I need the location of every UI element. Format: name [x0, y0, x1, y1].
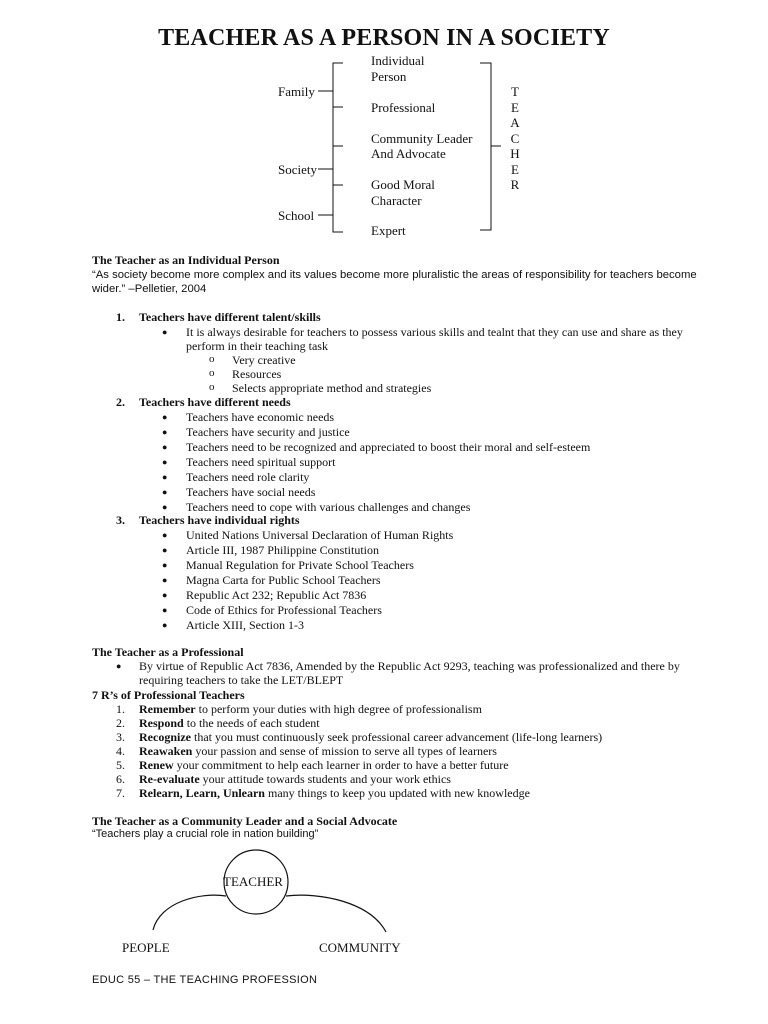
bullet-icon: ● [162, 545, 168, 555]
teacher-letter-e1: E [511, 100, 519, 115]
r-description: that you must continuously seek professional career advancement (life-long learners) [190, 730, 603, 744]
bullet-icon: ● [162, 620, 168, 630]
left-bracket [333, 63, 343, 232]
bullet-icon: ● [162, 502, 168, 512]
item-number: 1. [116, 310, 125, 324]
bullet-text: Teachers have economic needs [186, 410, 335, 424]
diagram-lines [0, 0, 768, 250]
item-and-advocate: And Advocate [371, 146, 446, 161]
section-individual-quote-line1: “As society become more complex and its values become more pluralistic the areas of responsibility for teachers become [92, 269, 697, 281]
bullet-icon: ● [162, 327, 168, 337]
seven-rs-heading: 7 R’s of Professional Teachers [92, 688, 245, 702]
bullet-text: By virtue of Republic Act 7836, Amended by the Republic Act 9293, teaching was professionalized and there by [139, 659, 680, 673]
bullet-text: Code of Ethics for Professional Teachers [186, 603, 382, 617]
r-number: 2. [116, 716, 125, 730]
bullet-icon: ● [162, 472, 168, 482]
bullet-text: Teachers need role clarity [186, 470, 310, 484]
page-title: TEACHER AS A PERSON IN A SOCIETY [158, 25, 610, 51]
section-professional-heading: The Teacher as a Professional [92, 645, 244, 659]
circle-bullet-icon: o [209, 381, 215, 393]
r-item [139, 730, 602, 745]
item-character: Character [371, 193, 422, 208]
section-community-quote: “Teachers play a crucial role in nation building” [92, 828, 319, 840]
section-community-heading: The Teacher as a Community Leader and a Social Advocate [92, 814, 398, 828]
r-item [139, 772, 451, 787]
diagram-community-label: COMMUNITY [319, 940, 401, 955]
item-individual: Individual [371, 53, 425, 68]
teacher-letter-r: R [510, 177, 520, 192]
label-society: Society [278, 162, 317, 177]
teacher-letter-t: T [511, 84, 519, 99]
item-professional: Professional [371, 100, 436, 115]
diagram-teacher-label: TEACHER [223, 874, 283, 889]
r-keyword: Relearn, Learn, Unlearn [139, 786, 265, 800]
item-number: 3. [116, 513, 125, 527]
item-title: Teachers have different talent/skills [139, 310, 321, 324]
bullet-text: It is always desirable for teachers to possess various skills and tealnt that they can use and share as they [186, 325, 683, 339]
bullet-text: Teachers need spiritual support [186, 455, 336, 469]
r-description: your passion and sense of mission to serve all types of learners [192, 744, 497, 758]
teacher-letter-c: C [510, 131, 520, 146]
r-keyword: Remember [139, 702, 196, 716]
r-keyword: Recognize [139, 730, 191, 744]
bullet-text: perform in their teaching task [186, 339, 328, 353]
bullet-text: Teachers need to be recognized and appreciated to boost their moral and self-esteem [186, 440, 591, 454]
bullet-icon: ● [162, 442, 168, 452]
r-keyword: Respond [139, 716, 184, 730]
bullet-icon: ● [162, 427, 168, 437]
r-item [139, 716, 320, 731]
r-keyword: Renew [139, 758, 174, 772]
bullet-text: Teachers need to cope with various challenges and changes [186, 500, 471, 514]
bullet-text: Manual Regulation for Private School Teachers [186, 558, 414, 572]
r-description: your commitment to help each learner in order to have a better future [173, 758, 509, 772]
item-number: 2. [116, 395, 125, 409]
r-number: 3. [116, 730, 125, 744]
bullet-text: Article XIII, Section 1-3 [186, 618, 304, 632]
bullet-text: Teachers have security and justice [186, 425, 350, 439]
item-expert: Expert [371, 223, 406, 238]
r-item [139, 744, 497, 759]
teacher-letter-h: H [510, 146, 520, 161]
bullet-text: Magna Carta for Public School Teachers [186, 573, 381, 587]
teacher-letter-a: A [510, 115, 520, 130]
circle-bullet-icon: o [209, 353, 215, 365]
r-item [139, 786, 530, 801]
diagram-people-label: PEOPLE [122, 940, 170, 955]
label-family: Family [278, 84, 315, 99]
bullet-icon: ● [162, 575, 168, 585]
r-description: to perform your duties with high degree of professionalism [195, 702, 482, 716]
r-number: 7. [116, 786, 125, 800]
r-description: your attitude towards students and your work ethics [199, 772, 451, 786]
circle-bullet-icon: o [209, 367, 215, 379]
bullet-text: requiring teachers to take the LET/BLEPT [139, 673, 344, 687]
sub-bullet-text: Very creative [232, 353, 296, 367]
section-individual-quote-line2: wider.” –Pelletier, 2004 [92, 283, 207, 295]
bullet-text: United Nations Universal Declaration of Human Rights [186, 528, 454, 542]
r-item [139, 702, 482, 717]
r-number: 4. [116, 744, 125, 758]
page-footer: EDUC 55 – THE TEACHING PROFESSION [92, 974, 318, 986]
bullet-text: Teachers have social needs [186, 485, 316, 499]
sub-bullet-text: Resources [232, 367, 282, 381]
section-individual-heading: The Teacher as an Individual Person [92, 253, 280, 267]
r-keyword: Reawaken [139, 744, 193, 758]
bullet-text: Article III, 1987 Philippine Constitution [186, 543, 379, 557]
item-person: Person [371, 69, 407, 84]
item-good-moral: Good Moral [371, 177, 435, 192]
teacher-letter-e2: E [511, 162, 519, 177]
item-title: Teachers have individual rights [139, 513, 300, 527]
bullet-icon: ● [162, 412, 168, 422]
r-keyword: Re-evaluate [139, 772, 200, 786]
r-description: to the needs of each student [183, 716, 320, 730]
bullet-icon: ● [116, 661, 122, 671]
label-school: School [278, 208, 315, 223]
bullet-icon: ● [162, 487, 168, 497]
bullet-icon: ● [162, 560, 168, 570]
r-description: many things to keep you updated with new knowledge [264, 786, 530, 800]
sub-bullet-text: Selects appropriate method and strategies [232, 381, 432, 395]
right-bracket [480, 63, 491, 230]
bullet-icon: ● [162, 605, 168, 615]
bullet-icon: ● [162, 457, 168, 467]
arc-to-people [153, 895, 226, 930]
r-number: 6. [116, 772, 125, 786]
bullet-text: Republic Act 232; Republic Act 7836 [186, 588, 367, 602]
r-number: 5. [116, 758, 125, 772]
r-number: 1. [116, 702, 125, 716]
r-item [139, 758, 509, 773]
arc-to-community [286, 895, 386, 932]
item-community-leader: Community Leader [371, 131, 473, 146]
item-title: Teachers have different needs [139, 395, 291, 409]
bullet-icon: ● [162, 590, 168, 600]
bullet-icon: ● [162, 530, 168, 540]
